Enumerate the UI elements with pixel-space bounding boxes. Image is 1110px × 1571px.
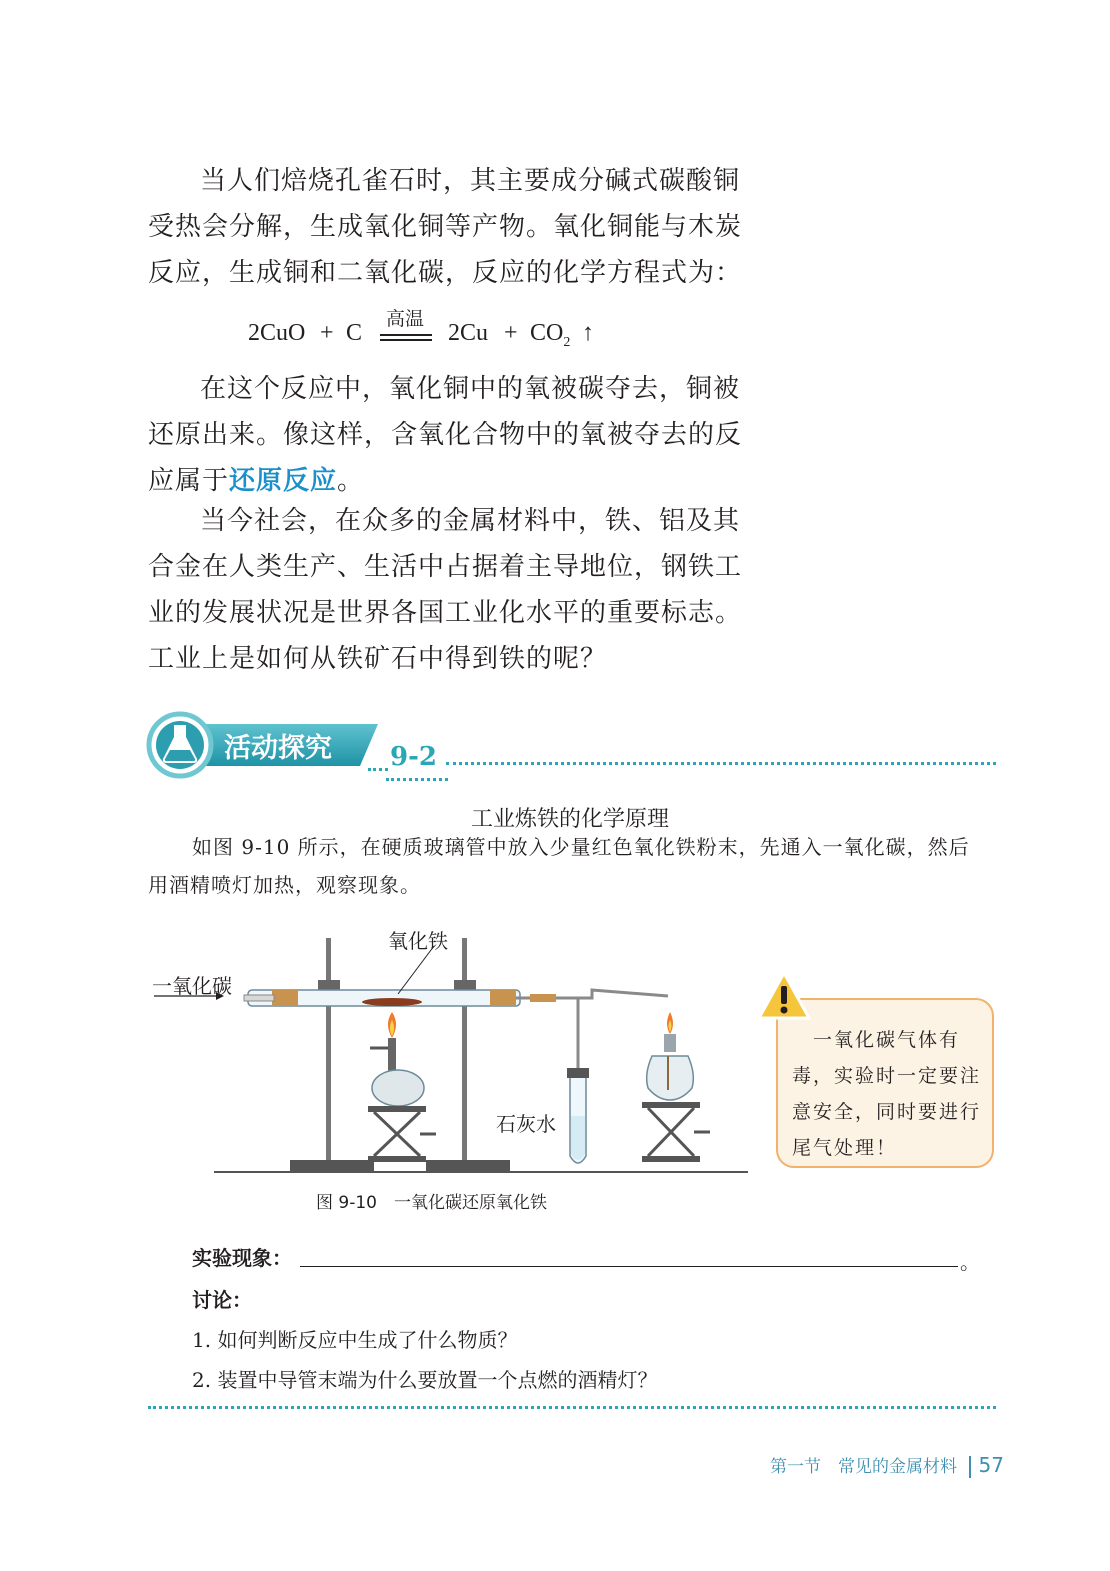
page-footer <box>770 1452 1004 1478</box>
text-line: 工业上是如何从铁矿石中得到铁的呢？ <box>148 644 608 674</box>
warning-line: 毒，实验时一定要注 <box>792 1065 982 1087</box>
eq-reactant-cuo: 2CuO <box>248 320 306 346</box>
text-line: 在这个反应中，氧化铜中的氧被碳夺去，铜被 <box>200 374 741 404</box>
label-carbon-monoxide: 一氧化碳 <box>152 974 232 998</box>
question-1: 1. 如何判断反应中生成了什么物质？ <box>192 1328 518 1352</box>
text-line: 还原出来。像这样，含氧化合物中的氧被夺去的反 <box>148 420 743 450</box>
eq-double-bar <box>380 339 432 341</box>
text-line: 应属于还原反应。 <box>148 466 365 496</box>
text-line: 业的发展状况是世界各国工业化水平的重要标志。 <box>148 598 743 628</box>
eq-plus: + <box>320 320 334 346</box>
answer-line[interactable] <box>300 1266 958 1267</box>
text-line: 如图 9-10 所示，在硬质玻璃管中放入少量红色氧化铁粉末，先通入一氧化碳，然后 <box>192 835 970 859</box>
question-2: 2. 装置中导管末端为什么要放置一个点燃的酒精灯？ <box>192 1368 658 1392</box>
text-line: 受热会分解，生成氧化铜等产物。氧化铜能与木炭 <box>148 212 743 242</box>
label-limewater: 石灰水 <box>496 1112 556 1136</box>
activity-description <box>148 828 998 904</box>
warning-line: 一氧化碳气体有 <box>792 1029 961 1051</box>
text-line: 用酒精喷灯加热，观察现象。 <box>148 873 421 897</box>
activity-badge-label: 活动探究 <box>224 733 332 764</box>
page-number: 57 <box>978 1453 1004 1477</box>
safety-warning-box <box>776 998 994 1168</box>
phenomenon-label: 实验现象： <box>192 1246 292 1270</box>
paragraph-malachite <box>148 158 743 296</box>
dotted-rule <box>148 1406 996 1409</box>
discussion-label: 讨论： <box>192 1288 252 1312</box>
flask-icon <box>149 714 211 776</box>
warning-line: 意安全，同时要进行 <box>792 1101 982 1123</box>
activity-number: 9-2 <box>390 742 437 772</box>
paragraph-iron-industry <box>148 498 743 682</box>
text-line: 当今社会，在众多的金属材料中，铁、铝及其 <box>200 506 741 536</box>
footer-divider <box>969 1456 971 1478</box>
dotted-rule <box>446 762 996 765</box>
text-line: 合金在人类生产、生活中占据着主导地位，钢铁工 <box>148 552 743 582</box>
activity-title: 工业炼铁的化学原理 <box>470 807 669 832</box>
figure-caption: 图 9-10 一氧化碳还原氧化铁 <box>316 1193 547 1213</box>
phenomenon-end: 。 <box>960 1250 980 1274</box>
paragraph-reduction <box>148 366 743 504</box>
activity-header <box>146 710 1006 782</box>
section-title: 第一节 常见的金属材料 <box>770 1457 957 1477</box>
eq-product-co2: $CO_2$ <box>530 320 571 350</box>
eq-double-bar <box>380 334 432 336</box>
term-reduction-reaction: 还原反应 <box>229 466 338 496</box>
warning-icon <box>756 970 812 1022</box>
eq-plus: + <box>504 320 518 346</box>
dotted-rule <box>368 768 388 771</box>
gas-arrow: ↑ <box>582 320 594 346</box>
label-iron-oxide: 氧化铁 <box>388 929 448 953</box>
eq-reactant-c: C <box>346 320 363 346</box>
apparatus-diagram <box>148 920 758 1180</box>
eq-condition: 高温 <box>386 308 425 330</box>
dotted-rule <box>386 778 448 781</box>
warning-line: 尾气处理！ <box>792 1137 898 1159</box>
text-line: 当人们焙烧孔雀石时，其主要成分碱式碳酸铜 <box>200 166 741 196</box>
text-line: 反应，生成铜和二氧化碳，反应的化学方程式为： <box>148 258 743 288</box>
eq-product-cu: 2Cu <box>448 320 489 346</box>
